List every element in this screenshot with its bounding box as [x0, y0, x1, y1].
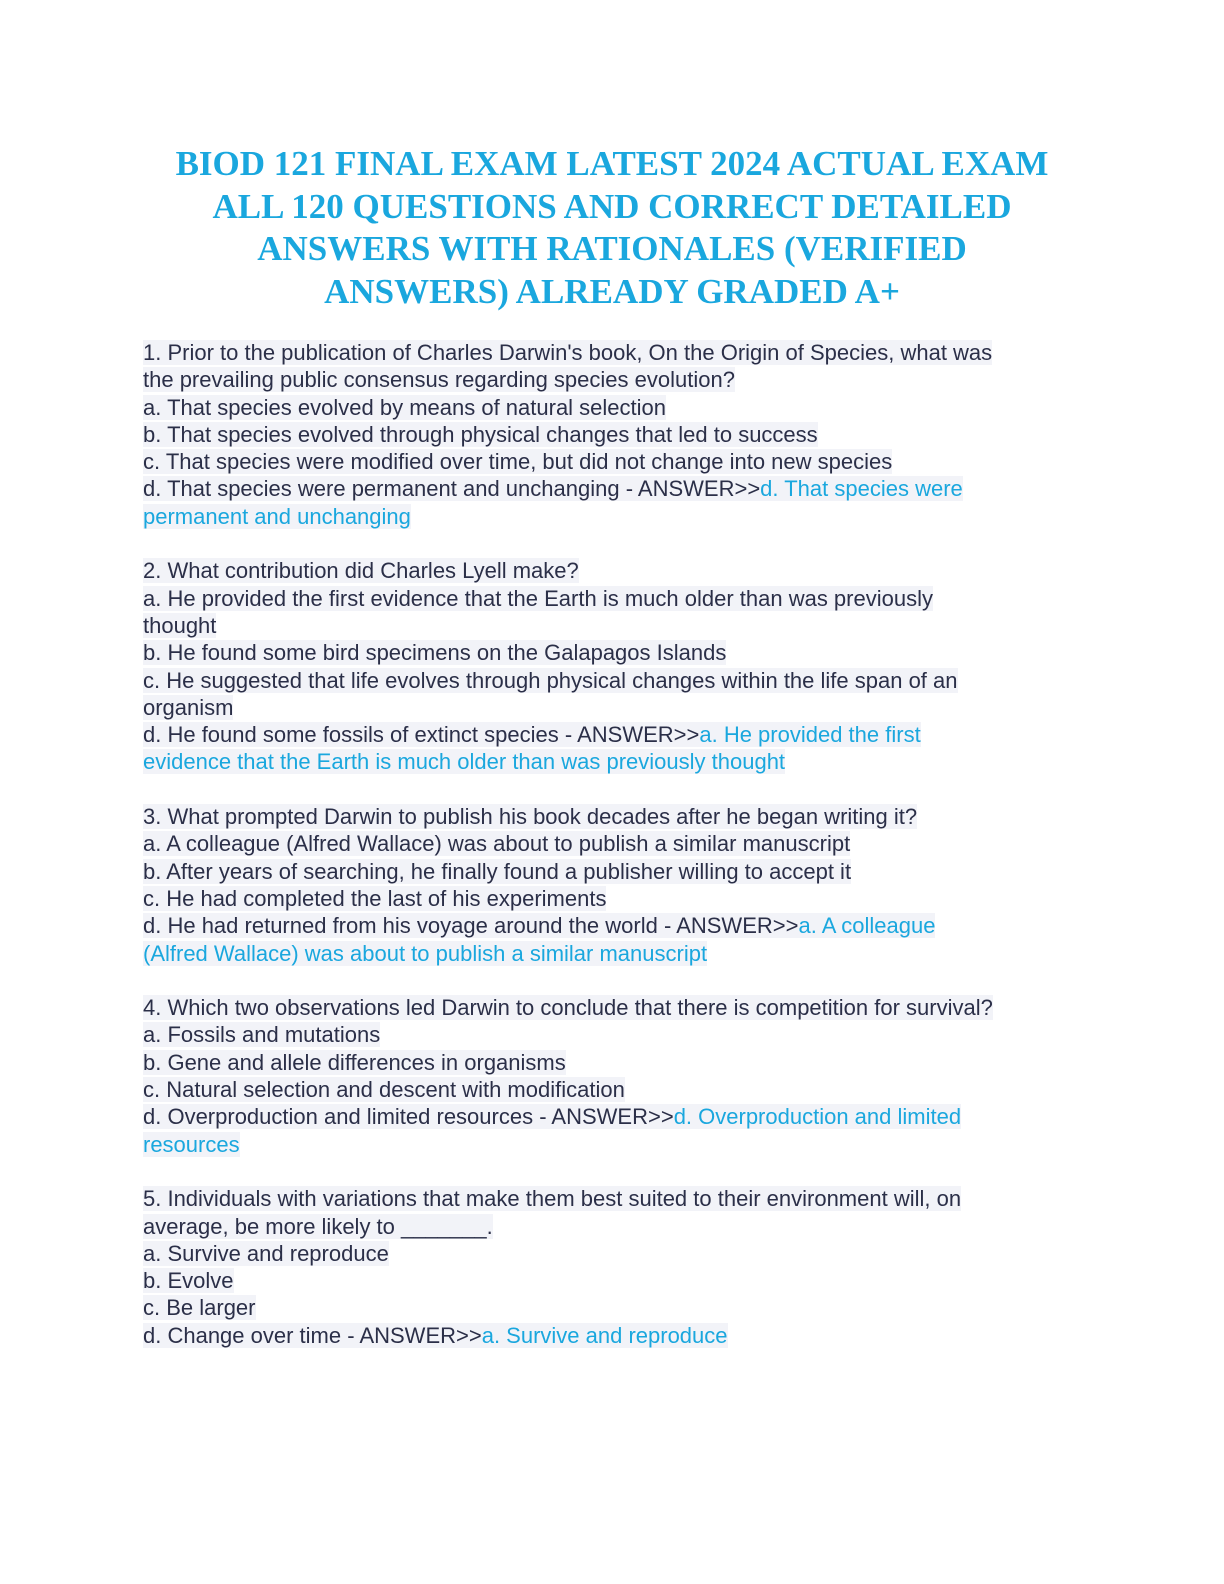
correct-answer: a. A colleague	[798, 913, 936, 939]
questions-list	[143, 339, 1103, 1376]
title-line: BIOD 121 FINAL EXAM LATEST 2024 ACTUAL EXAM	[175, 144, 1049, 183]
option-d: d. He had returned from his voyage around the world - ANSWER>>	[143, 913, 799, 939]
option-c: c. He suggested that life evolves through physical changes within the life span of an	[143, 667, 958, 693]
option-b: b. Gene and allele differences in organisms	[143, 1049, 566, 1075]
document-title	[120, 143, 1104, 313]
title-line: ANSWERS) ALREADY GRADED A+	[324, 271, 900, 311]
correct-answer: a. He provided the first	[699, 722, 921, 748]
option-a: a. A colleague (Alfred Wallace) was about to publish a similar manuscript	[143, 831, 851, 857]
question-4	[143, 994, 1103, 1158]
correct-answer: (Alfred Wallace) was about to publish a similar manuscript	[143, 940, 708, 966]
option-c: c. That species were modified over time, but did not change into new species	[143, 449, 893, 475]
option-c: c. Natural selection and descent with modification	[143, 1077, 625, 1103]
correct-answer: permanent and unchanging	[143, 503, 411, 529]
option-a: a. That species evolved by means of natural selection	[143, 394, 667, 420]
title-line: ANSWERS WITH RATIONALES (VERIFIED	[257, 229, 967, 268]
question-text: average, be more likely to _______.	[143, 1213, 493, 1239]
option-c: c. Be larger	[143, 1295, 256, 1321]
question-text: 3. What prompted Darwin to publish his book decades after he began writing it?	[143, 804, 918, 830]
option-b: b. That species evolved through physical changes that led to success	[143, 421, 818, 447]
correct-answer: a. Survive and reproduce	[481, 1322, 728, 1348]
question-2	[143, 557, 1103, 775]
question-text: 5. Individuals with variations that make them best suited to their environment will, on	[143, 1186, 962, 1212]
option-a: thought	[143, 612, 217, 638]
correct-answer: resources	[143, 1131, 240, 1157]
correct-answer: d. Overproduction and limited	[673, 1104, 962, 1130]
option-a: a. Fossils and mutations	[143, 1022, 381, 1048]
question-1	[143, 339, 1103, 530]
option-c: organism	[143, 694, 234, 720]
question-text: 2. What contribution did Charles Lyell make?	[143, 558, 579, 584]
option-a: a. Survive and reproduce	[143, 1240, 389, 1266]
option-b: b. He found some bird specimens on the Galapagos Islands	[143, 640, 727, 666]
option-b: b. Evolve	[143, 1268, 234, 1294]
option-d: d. That species were permanent and unchanging - ANSWER>>	[143, 476, 761, 502]
question-3	[143, 803, 1103, 967]
option-c: c. He had completed the last of his experiments	[143, 885, 607, 911]
question-text: 4. Which two observations led Darwin to conclude that there is competition for survival?	[143, 995, 993, 1021]
question-text: the prevailing public consensus regarding species evolution?	[143, 367, 735, 393]
option-d: d. Change over time - ANSWER>>	[143, 1322, 482, 1348]
option-d: d. He found some fossils of extinct species - ANSWER>>	[143, 722, 700, 748]
question-text: 1. Prior to the publication of Charles Darwin's book, On the Origin of Species, what was	[143, 340, 993, 365]
title-line: ALL 120 QUESTIONS AND CORRECT DETAILED	[212, 186, 1012, 226]
question-5	[143, 1185, 1103, 1349]
option-a: a. He provided the first evidence that the Earth is much older than was previously	[143, 585, 933, 611]
correct-answer: evidence that the Earth is much older than was previously thought	[143, 749, 786, 775]
correct-answer: d. That species were	[760, 476, 963, 502]
option-b: b. After years of searching, he finally found a publisher willing to accept it	[143, 858, 852, 884]
option-d: d. Overproduction and limited resources - ANSWER>>	[143, 1104, 674, 1130]
